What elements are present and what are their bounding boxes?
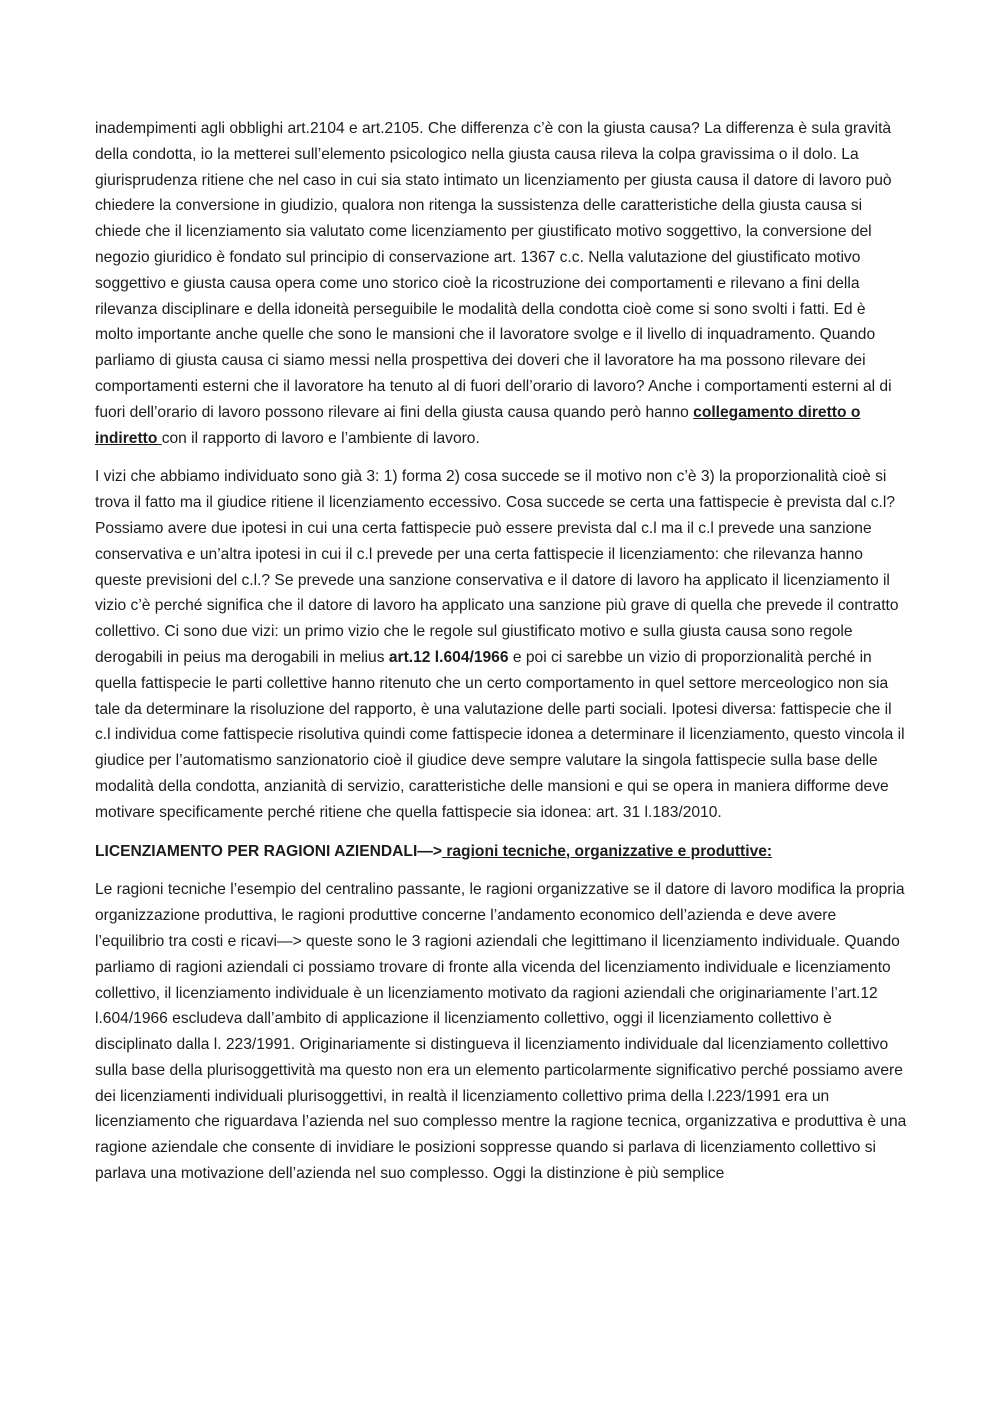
paragraph-text: Le ragioni tecniche l’esempio del centralino passante, le ragioni organizzative se il datore di lavoro modifica la propria organizzazione produttiva, le ragioni produttive concerne l’andamento economico dell’azienda e deve avere l’equilibrio tra costi e ricavi—> queste sono le 3 ragioni aziendali che legittimano il licenziamento individuale. Quando parliamo di ragioni aziendali ci possiamo trovare di fronte alla vicenda del licenziamento individuale e licenziamento collettivo, il licenziamento individuale è un licenziamento motivato da ragioni aziendali che originariamente l’art.12 l.604/1966 escludeva dall’ambito di applicazione il licenziamento collettivo, oggi il licenziamento collettivo è disciplinato dalla l. 223/1991. Originariamente si distingueva il licenziamento individuale dal licenziamento collettivo sulla base della plurisoggettività ma questo non era un elemento particolarmente significativo perché possiamo avere dei licenziamenti individuali plurisoggettivi, in realtà il licenziamento collettivo prima della l.223/1991 era un licenziamento che riguardava l’azienda nel suo complesso mentre la ragione tecnica, organizzativa e produttiva è una ragione aziendale che consente di invidiare le posizioni soppresse quando si parlava di licenziamento collettivo si parlava una motivazione dell’azienda nel suo complesso. Oggi la distinzione è più semplice [95, 881, 907, 1183]
paragraph-giusta-causa [95, 116, 907, 451]
emphasis-collegamento: collegamento diretto o indiretto [95, 403, 861, 447]
document-page [95, 116, 907, 1187]
heading-subtitle: ragioni tecniche, organizzative e produttive: [441, 842, 773, 860]
paragraph-text-end: e poi ci sarebbe un vizio di proporzionalità perché in quella fattispecie le parti collettive hanno ritenuto che un certo comportamento in quel settore merceologico non sia tale da determinare la risoluzione del rapporto, è una valutazione delle parti sociali. Ipotesi diversa: fattispecie che il c.l individua come fattispecie risolutiva quindi come fattispecie idonea a determinare il licenziamento, questo vincola il giudice per l’automatismo sanzionatorio cioè il giudice deve sempre valutare la singola fattispecie sulla base delle modalità della condotta, anzianità di servizio, caratteristiche delle mansioni e qui se opera in maniera difforme deve motivare specificamente perché ritiene che quella fattispecie sia idonea: art. 31 l.183/2010. [95, 648, 905, 821]
paragraph-vizi [95, 464, 907, 825]
section-heading [95, 839, 907, 865]
paragraph-text-end: con il rapporto di lavoro e l’ambiente di lavoro. [161, 429, 480, 447]
paragraph-ragioni-aziendali [95, 877, 907, 1187]
paragraph-text: I vizi che abbiamo individuato sono già 3: 1) forma 2) cosa succede se il motivo non c’è 3) la proporzionalità cioè si trova il fatto ma il giudice ritiene il licenziamento eccessivo. Cosa succede se certa una fattispecie è prevista dal c.l? Possiamo avere due ipotesi in cui una certa fattispecie può essere prevista dal c.l ma il c.l prevede una sanzione conservativa e un’altra ipotesi in cui il c.l prevede per una certa fattispecie il licenziamento: che rilevanza hanno queste previsioni del c.l.? Se prevede una sanzione conservativa e il datore di lavoro ha applicato il licenziamento il vizio c’è perché significa che il datore di lavoro ha applicato una sanzione più grave di quella che prevede il contratto collettivo. Ci sono due vizi: un primo vizio che le regole sul giustificato motivo e sulla giusta causa sono regole derogabili in peius ma derogabili in melius [95, 468, 899, 666]
heading-title: LICENZIAMENTO PER RAGIONI AZIENDALI—> [95, 842, 442, 860]
bold-law-reference: art.12 l.604/1966 [388, 648, 509, 666]
paragraph-text: inadempimenti agli obblighi art.2104 e art.2105. Che differenza c’è con la giusta causa? La differenza è sula gravità della condotta, io la metterei sull’elemento psicologico nella giusta causa rileva la colpa gravissima o il dolo. La giurisprudenza ritiene che nel caso in cui sia stato intimato un licenziamento per giusta causa il datore di lavoro può chiedere la conversione in giudizio, qualora non ritenga la sussistenza delle caratteristiche della giusta causa si chiede che il licenziamento sia valutato come licenziamento per giustificato motivo soggettivo, la conversione del negozio giuridico è fondato sul principio di conservazione art. 1367 c.c. Nella valutazione del giustificato motivo soggettivo e giusta causa opera come uno storico cioè la ricostruzione dei comportamenti e rilevano a fini della rilevanza disciplinare e della idoneità perseguibile le modalità della condotta cioè come si sono svolti i fatti. Ed è molto importante anche quelle che sono le mansioni che il lavoratore svolge e il livello di inquadramento. Quando parliamo di giusta causa ci siamo messi nella prospettiva dei doveri che il lavoratore ha ma possono rilevare dei comportamenti esterni che il lavoratore ha tenuto al di fuori dell’orario di lavoro? Anche i comportamenti esterni al di fuori dell’orario di lavoro possono rilevare ai fini della giusta causa quando però hanno [95, 120, 892, 421]
